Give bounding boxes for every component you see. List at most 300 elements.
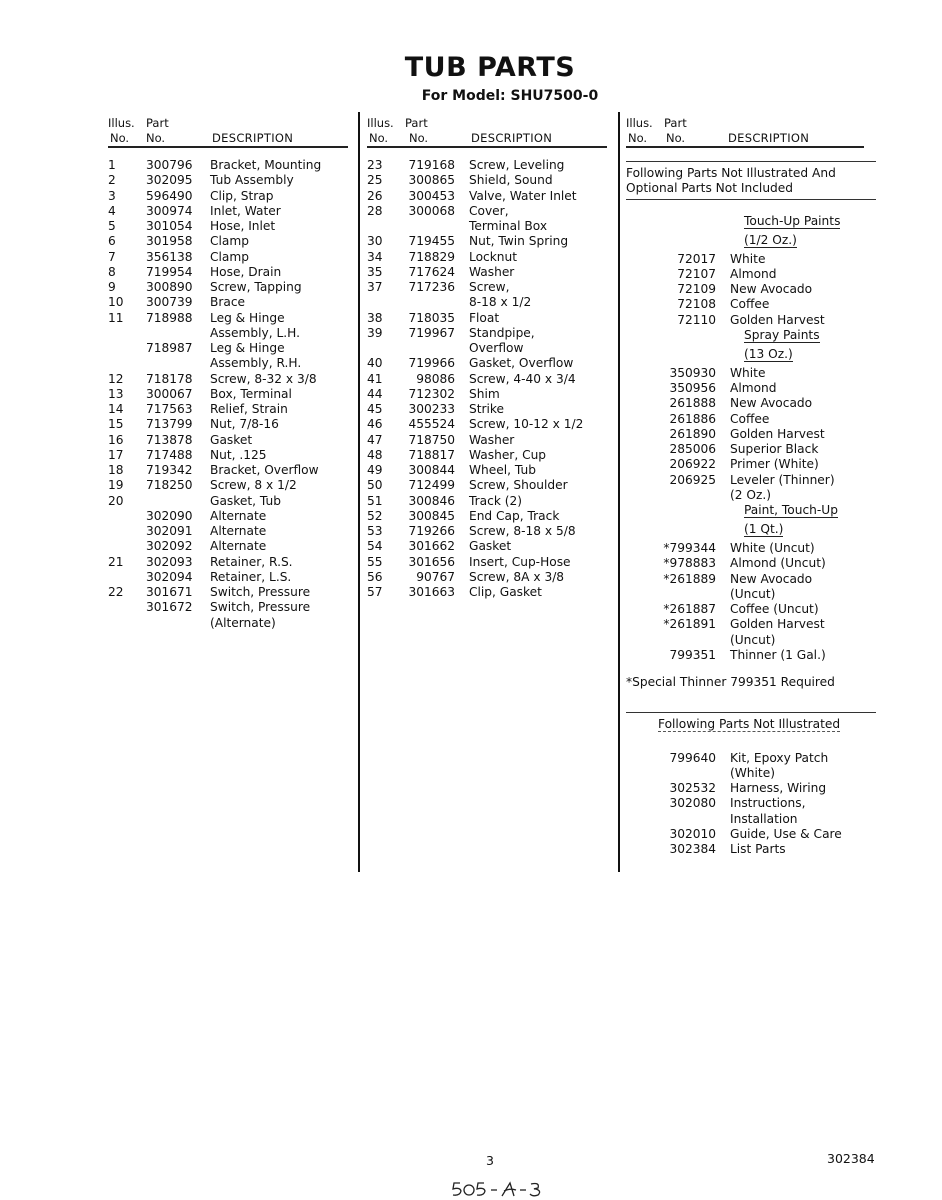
part-description: Inlet, Water — [210, 203, 281, 218]
part-number — [405, 219, 469, 234]
table-row — [108, 265, 348, 280]
table-row — [108, 524, 348, 539]
part-description: Screw, Shoulder — [469, 478, 568, 493]
illus-number — [108, 539, 146, 554]
header-illus: Illus. — [108, 116, 135, 130]
table-row — [367, 295, 612, 310]
part-number: 206925 — [669, 472, 716, 487]
illus-number: 19 — [108, 478, 124, 493]
part-description: Float — [469, 310, 500, 325]
part-number: 301958 — [146, 234, 193, 249]
part-description: Nut, .125 — [210, 447, 267, 462]
header-description: DESCRIPTION — [212, 131, 294, 145]
header-part: Part — [664, 116, 687, 130]
part-number — [405, 341, 469, 356]
part-number: 718987 — [146, 341, 193, 355]
header-no: No. — [146, 131, 166, 145]
part-description: Insert, Cup-Hose — [469, 554, 571, 569]
illus-number: 37 — [367, 280, 383, 294]
table-row — [108, 372, 348, 387]
part-number: 350930 — [669, 365, 716, 380]
part-description: Nut, Twin Spring — [469, 234, 569, 249]
table-row — [108, 616, 348, 631]
illus-number: 52 — [367, 508, 383, 523]
table-row — [108, 494, 348, 509]
table-row — [367, 189, 612, 204]
part-number — [626, 587, 730, 602]
part-number: 718829 — [408, 249, 455, 264]
part-description: Superior Black — [730, 442, 819, 456]
part-description: Leg & Hinge — [210, 310, 285, 325]
part-number: 261886 — [669, 411, 716, 426]
table-row — [367, 539, 612, 554]
illus-number: 47 — [367, 432, 383, 447]
part-description: 8-18 x 1/2 — [469, 295, 532, 310]
part-number: 300865 — [408, 173, 455, 188]
part-number: 719455 — [408, 234, 455, 249]
part-description: Almond — [730, 266, 777, 281]
part-number: 718750 — [408, 432, 455, 447]
part-number: 712302 — [408, 386, 455, 401]
illus-number: 26 — [367, 188, 383, 203]
table-row — [108, 356, 348, 371]
part-number: 300845 — [408, 508, 455, 523]
table-row — [626, 842, 881, 857]
handwritten-note — [452, 1180, 552, 1198]
part-number: 301671 — [146, 585, 193, 599]
part-number — [146, 326, 210, 341]
part-description: Screw, 4-40 x 3/4 — [469, 371, 576, 386]
table-row — [626, 541, 881, 556]
table-row — [626, 366, 881, 381]
part-number: 302010 — [669, 826, 716, 841]
part-number: 302384 — [669, 842, 716, 856]
part-number: 302094 — [146, 569, 193, 584]
table-row — [626, 812, 881, 827]
part-number: 455524 — [408, 417, 455, 432]
table-row — [626, 766, 881, 781]
table-row — [367, 402, 612, 417]
illus-number: 10 — [108, 295, 124, 310]
part-number: 300739 — [146, 295, 193, 310]
illus-number: 39 — [367, 325, 383, 340]
illus-number: 53 — [367, 524, 383, 538]
part-description: Golden Harvest — [730, 617, 825, 632]
section-size: (1/2 Oz.) — [744, 232, 797, 247]
illus-number: 8 — [108, 264, 116, 279]
table-row — [108, 341, 348, 356]
illus-number — [367, 341, 405, 356]
column-header — [626, 116, 881, 147]
part-number: 72107 — [677, 266, 716, 281]
part-description: (Uncut) — [730, 586, 776, 601]
part-number: 718250 — [146, 478, 193, 493]
illus-number: 49 — [367, 463, 383, 477]
table-row — [367, 372, 612, 387]
part-number: 302532 — [669, 781, 716, 795]
part-number: 713878 — [146, 432, 193, 447]
part-number: 302091 — [146, 524, 193, 538]
part-number: 718178 — [146, 371, 193, 386]
part-number: 98086 — [416, 371, 455, 386]
part-number: 300067 — [146, 386, 193, 401]
section-heading: Spray Paints — [744, 327, 820, 342]
table-row — [367, 570, 612, 585]
parts-list — [626, 541, 881, 663]
part-number: 717563 — [146, 402, 193, 416]
part-number: *261889 — [663, 571, 716, 586]
part-description: (2 Oz.) — [730, 487, 772, 502]
table-row — [626, 427, 881, 442]
table-row — [367, 387, 612, 402]
illus-number: 18 — [108, 463, 124, 477]
part-description: Wheel, Tub — [469, 463, 536, 477]
illus-number: 25 — [367, 173, 383, 188]
part-number: 300796 — [146, 158, 193, 172]
part-description: Screw, — [469, 280, 510, 294]
table-row — [108, 189, 348, 204]
part-description: Terminal Box — [469, 219, 548, 233]
part-description: Screw, 10-12 x 1/2 — [469, 417, 584, 432]
part-number: 596490 — [146, 188, 193, 203]
part-number: 718988 — [146, 310, 193, 325]
part-number: 72017 — [677, 251, 716, 266]
part-number: *261891 — [663, 617, 716, 632]
table-row — [108, 433, 348, 448]
table-row — [108, 448, 348, 463]
part-description: (Alternate) — [210, 615, 276, 630]
header-no: No. — [409, 131, 429, 145]
part-number: 719168 — [408, 158, 455, 172]
parts-column-1 — [108, 116, 348, 631]
table-row — [626, 282, 881, 297]
part-number: *799344 — [663, 541, 716, 555]
part-description: Clamp — [210, 234, 249, 249]
part-number: 719966 — [408, 356, 455, 371]
table-row — [367, 326, 612, 341]
note-line: Following Parts Not Illustrated And — [626, 166, 836, 180]
table-row — [626, 556, 881, 571]
table-row — [108, 158, 348, 173]
touchup-section — [626, 214, 881, 664]
part-description: Thinner (1 Gal.) — [730, 647, 826, 662]
part-description: Alternate — [210, 539, 267, 554]
part-description: Cover, — [469, 203, 509, 218]
part-description: Hose, Drain — [210, 264, 282, 279]
part-description: Harness, Wiring — [730, 781, 827, 795]
table-row — [108, 463, 348, 478]
part-description: Coffee — [730, 297, 770, 312]
section-size: (1 Qt.) — [744, 522, 784, 536]
illus-number: 15 — [108, 417, 124, 432]
table-row — [108, 280, 348, 295]
header-part: Part — [146, 116, 169, 130]
table-row — [626, 572, 881, 587]
part-description: New Avocado — [730, 571, 813, 586]
column-header — [108, 116, 348, 147]
part-description: Installation — [730, 811, 798, 826]
table-row — [108, 600, 348, 615]
footnote: *Special Thinner 799351 Required — [626, 675, 835, 689]
part-description: Clip, Strap — [210, 188, 274, 203]
illus-number: 6 — [108, 234, 116, 249]
part-description: Strike — [469, 402, 505, 416]
table-row — [367, 463, 612, 478]
part-number: 717488 — [146, 447, 193, 462]
illus-number — [108, 570, 146, 585]
part-description: Primer (White) — [730, 457, 819, 472]
table-row — [367, 555, 612, 570]
illus-number: 55 — [367, 554, 383, 569]
part-description: Bracket, Mounting — [210, 158, 322, 172]
part-number: 718035 — [408, 310, 455, 325]
document-number: 302384 — [827, 1151, 875, 1166]
parts-column-3 — [626, 116, 881, 857]
part-number — [626, 812, 730, 827]
table-row — [626, 267, 881, 282]
table-row — [367, 173, 612, 188]
header-no: No. — [110, 131, 130, 145]
part-number: 302092 — [146, 539, 193, 554]
illus-number — [367, 295, 405, 310]
illus-number: 34 — [367, 249, 383, 264]
part-number: 301662 — [408, 539, 455, 554]
illus-number — [108, 524, 146, 539]
part-description: Kit, Epoxy Patch — [730, 750, 829, 765]
part-description: Alternate — [210, 508, 267, 523]
part-description: Shield, Sound — [469, 173, 553, 188]
table-row — [626, 297, 881, 312]
part-description: Instructions, — [730, 796, 806, 811]
header-part: Part — [405, 116, 428, 130]
illus-number: 23 — [367, 158, 383, 172]
table-row — [367, 585, 612, 600]
illus-number — [108, 326, 146, 341]
part-number: 300068 — [408, 203, 455, 218]
part-number: 261890 — [669, 426, 716, 441]
table-row — [626, 796, 881, 811]
illus-number — [108, 509, 146, 524]
table-row — [367, 204, 612, 219]
part-number: *978883 — [663, 556, 716, 571]
part-description: Shim — [469, 386, 500, 401]
illus-number: 14 — [108, 402, 124, 416]
part-description: Leveler (Thinner) — [730, 472, 835, 487]
part-number: 300233 — [408, 402, 455, 416]
parts-list — [626, 252, 881, 328]
part-description: Clip, Gasket — [469, 585, 542, 599]
illus-number: 21 — [108, 554, 124, 569]
section-heading: Touch-Up Paints — [744, 213, 841, 228]
header-rule — [108, 146, 348, 148]
part-number: 712499 — [408, 478, 455, 493]
part-description: Gasket — [210, 432, 253, 447]
part-description: Screw, Tapping — [210, 280, 302, 294]
table-row — [108, 539, 348, 554]
illus-number: 48 — [367, 447, 383, 462]
table-row — [626, 381, 881, 396]
part-description: Coffee — [730, 411, 770, 426]
part-number: 285006 — [669, 442, 716, 456]
header-no: No. — [666, 131, 686, 145]
illus-number: 46 — [367, 417, 383, 432]
header-rule — [367, 146, 607, 148]
page-number: 3 — [486, 1153, 494, 1168]
part-description: Valve, Water Inlet — [469, 188, 577, 203]
part-number: 713799 — [146, 417, 193, 432]
part-number: 718817 — [408, 447, 455, 462]
table-row — [108, 478, 348, 493]
part-number: 301663 — [408, 585, 455, 599]
column-divider — [358, 112, 360, 872]
section-size: (13 Oz.) — [744, 346, 793, 361]
table-row — [108, 204, 348, 219]
part-number: 301054 — [146, 219, 193, 233]
part-description: Washer — [469, 432, 515, 447]
part-number — [146, 494, 210, 509]
part-description: New Avocado — [730, 396, 813, 411]
illus-number: 45 — [367, 402, 383, 416]
part-description: Screw, 8 x 1/2 — [210, 478, 297, 493]
column-divider — [618, 112, 620, 872]
illus-number: 57 — [367, 585, 383, 599]
table-row — [626, 473, 881, 488]
part-description: (Uncut) — [730, 632, 776, 647]
part-number: 302090 — [146, 508, 193, 523]
table-row — [108, 173, 348, 188]
illus-number: 1 — [108, 158, 116, 172]
note-line: Optional Parts Not Included — [626, 181, 794, 196]
part-number — [146, 616, 210, 631]
part-description: Washer — [469, 264, 515, 279]
illus-number: 9 — [108, 280, 116, 294]
part-description: Guide, Use & Care — [730, 826, 842, 841]
part-description: Screw, 8-18 x 5/8 — [469, 524, 576, 538]
part-description: White — [730, 251, 766, 266]
table-row — [108, 570, 348, 585]
parts-list — [367, 158, 612, 600]
part-description: Nut, 7/8-16 — [210, 417, 279, 432]
table-row — [367, 417, 612, 432]
table-row — [108, 387, 348, 402]
part-number — [405, 295, 469, 310]
part-description: Leg & Hinge — [210, 341, 285, 355]
table-row — [108, 234, 348, 249]
part-description: Tub Assembly — [210, 173, 294, 188]
part-number — [626, 633, 730, 648]
table-row — [626, 827, 881, 842]
header-illus: Illus. — [626, 116, 653, 130]
part-number: 302093 — [146, 554, 193, 569]
illus-number: 22 — [108, 585, 124, 599]
parts-list — [626, 366, 881, 503]
part-number — [626, 488, 730, 503]
part-number: 719954 — [146, 264, 193, 279]
table-row — [108, 295, 348, 310]
illus-number: 5 — [108, 219, 116, 233]
part-number: 261888 — [669, 396, 716, 411]
illus-number: 38 — [367, 310, 383, 325]
illus-number — [108, 341, 146, 356]
part-description: Assembly, R.H. — [210, 356, 302, 371]
table-row — [626, 313, 881, 328]
illus-number: 3 — [108, 188, 116, 203]
part-description: Screw, 8A x 3/8 — [469, 569, 565, 584]
part-number: 300846 — [408, 493, 455, 508]
part-number: 300453 — [408, 188, 455, 203]
page-title: TUB PARTS — [404, 52, 576, 83]
not-included-note — [626, 161, 876, 200]
table-row — [626, 751, 881, 766]
table-row — [108, 555, 348, 570]
column-header — [367, 116, 612, 147]
table-row — [367, 158, 612, 173]
illus-number: 2 — [108, 173, 116, 188]
part-number: 300890 — [146, 280, 193, 294]
part-number: 719266 — [408, 524, 455, 538]
illus-number: 44 — [367, 386, 383, 401]
table-row — [367, 433, 612, 448]
table-row — [626, 488, 881, 503]
part-description: Washer, Cup — [469, 447, 547, 462]
table-row — [108, 509, 348, 524]
table-row — [367, 448, 612, 463]
table-row — [626, 602, 881, 617]
part-description: Almond (Uncut) — [730, 556, 826, 571]
illus-number — [108, 600, 146, 615]
illus-number: 50 — [367, 478, 383, 493]
table-row — [367, 250, 612, 265]
table-row — [367, 341, 612, 356]
table-row — [367, 280, 612, 295]
table-row — [626, 412, 881, 427]
part-number: 717624 — [408, 264, 455, 279]
part-number — [146, 356, 210, 371]
part-description: Standpipe, — [469, 325, 535, 340]
header-illus: Illus. — [367, 116, 394, 130]
part-number: 301672 — [146, 600, 193, 615]
table-row — [626, 648, 881, 663]
illus-number: 4 — [108, 203, 116, 218]
table-row — [367, 311, 612, 326]
part-number: 350956 — [669, 381, 716, 395]
part-number: 72110 — [677, 312, 716, 327]
table-row — [108, 326, 348, 341]
header-description: DESCRIPTION — [728, 131, 810, 145]
illus-number: 35 — [367, 264, 383, 279]
part-number: 799351 — [669, 647, 716, 662]
part-number: 302080 — [669, 796, 716, 811]
parts-list — [626, 751, 881, 858]
header-rule — [626, 146, 864, 148]
header-no: No. — [369, 131, 389, 145]
illus-number: 28 — [367, 203, 383, 218]
table-row — [626, 587, 881, 602]
part-number: 206922 — [669, 457, 716, 472]
part-description: List Parts — [730, 842, 786, 856]
table-row — [367, 234, 612, 249]
part-description: Gasket, Overflow — [469, 356, 574, 371]
part-number: 719342 — [146, 463, 193, 477]
illus-number: 17 — [108, 447, 124, 462]
part-number: 717236 — [408, 280, 455, 294]
part-description: Box, Terminal — [210, 386, 292, 401]
part-number: 302095 — [146, 173, 193, 188]
table-row — [108, 402, 348, 417]
part-description: Relief, Strain — [210, 402, 288, 416]
illus-number: 11 — [108, 310, 124, 325]
part-number: 301656 — [408, 554, 455, 569]
